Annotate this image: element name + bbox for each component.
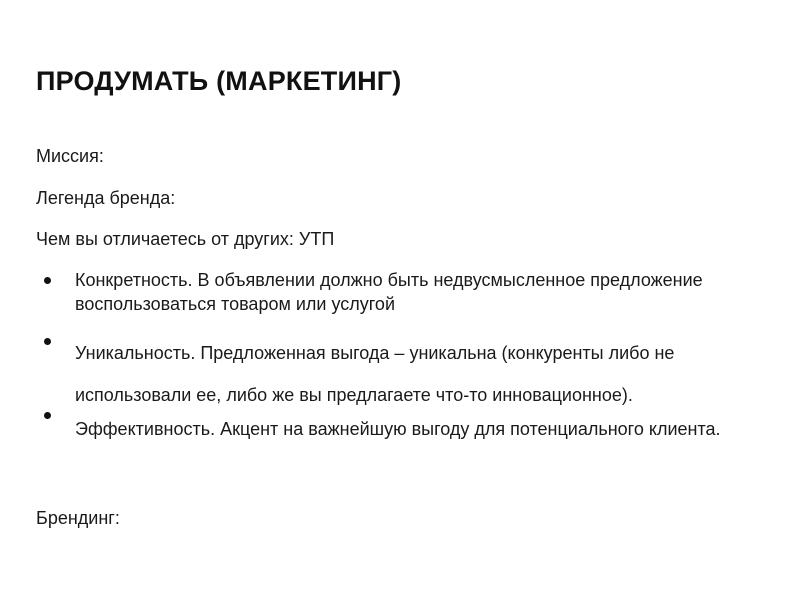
bullet-concreteness xyxy=(36,268,776,316)
mission-label: Миссия: xyxy=(36,146,104,166)
bullet-dot-icon xyxy=(44,277,51,284)
bullet-dot-icon xyxy=(44,412,51,419)
bullet-dot-icon xyxy=(44,338,51,345)
branding-label: Брендинг: xyxy=(36,508,120,528)
brand-legend-label: Легенда бренда: xyxy=(36,188,176,208)
usp-label: Чем вы отличаетесь от других: УТП xyxy=(36,229,335,249)
bullet-text: Уникальность. Предложенная выгода – уникальна (конкуренты либо не использовали ее, либо же вы предлагаете что-то инновационное). xyxy=(75,343,675,405)
slide-title: ПРОДУМАТЬ (МАРКЕТИНГ) xyxy=(36,66,402,96)
bullet-effectiveness xyxy=(36,406,776,452)
bullet-text: Эффективность. Акцент на важнейшую выгоду для потенциального клиента. xyxy=(75,419,721,439)
bullet-uniqueness xyxy=(36,332,776,416)
usp-bullet-list xyxy=(36,268,776,452)
bullet-text: Конкретность. В объявлении должно быть недвусмысленное предложение воспользоваться товаром или услугой xyxy=(75,270,703,314)
